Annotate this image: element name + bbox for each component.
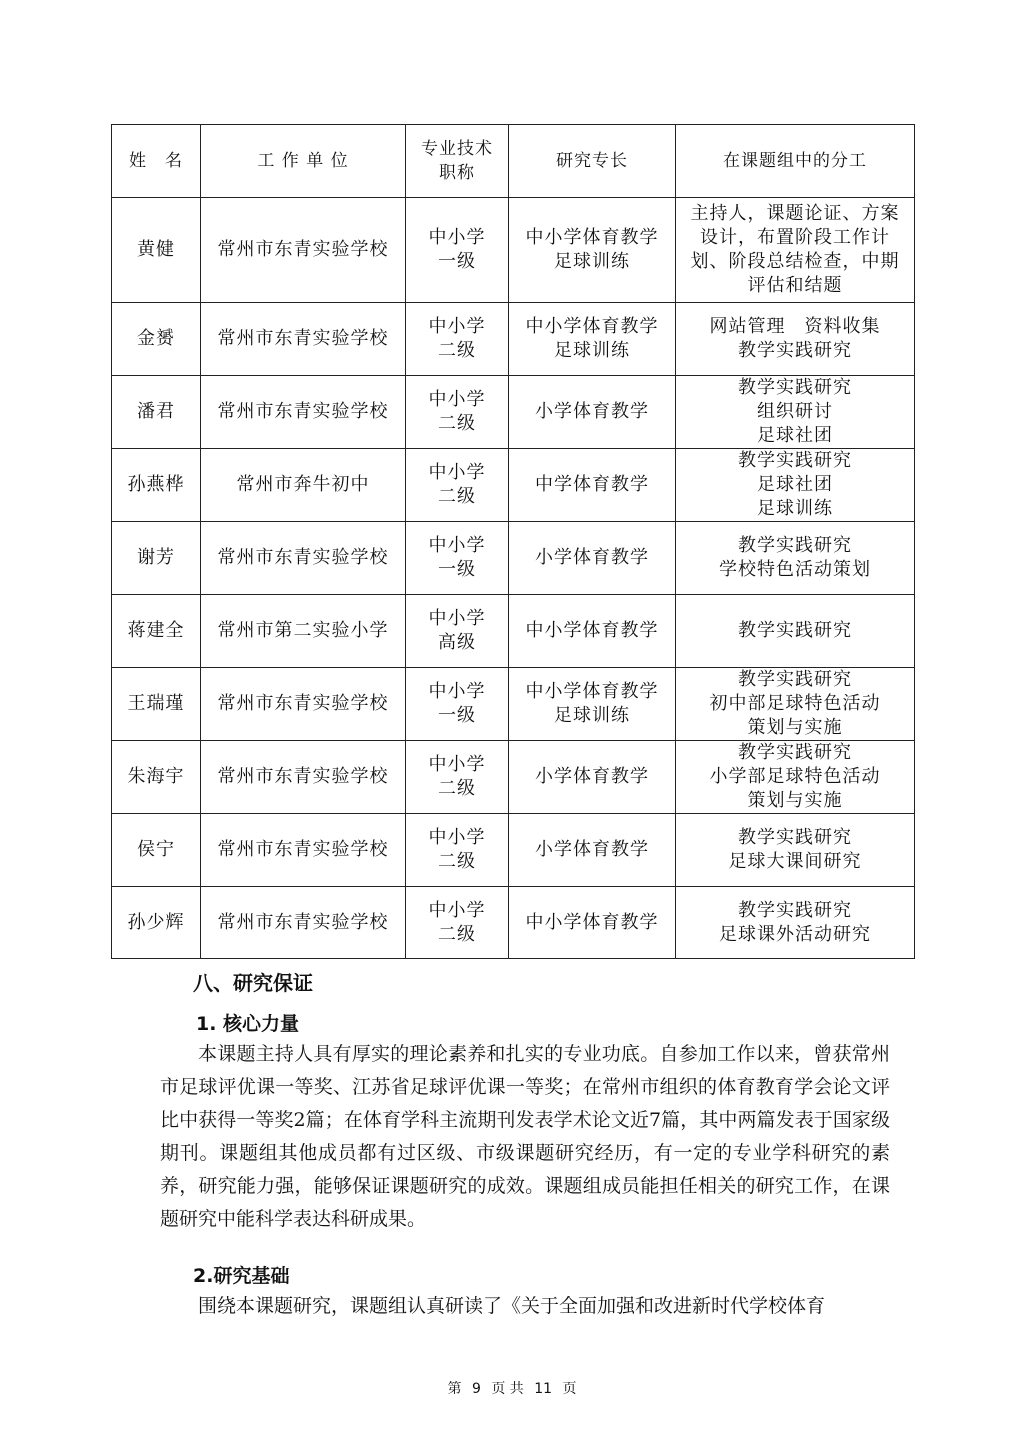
cell-name: 朱海宇 (112, 741, 201, 814)
cell-specialty (509, 595, 676, 668)
cell-specialty (509, 303, 676, 376)
table-row (112, 449, 915, 522)
cell-name: 金赟 (112, 303, 201, 376)
header-unit: 工 作 单 位 (201, 125, 406, 198)
cell-name: 潘君 (112, 376, 201, 449)
footer-suffix: 页 (562, 1381, 577, 1397)
cell-specialty-line: 小学体育教学 (535, 401, 649, 422)
cell-name: 王瑞瑾 (112, 668, 201, 741)
table-row (112, 376, 915, 449)
paragraph-core-strength: 本课题主持人具有厚实的理论素养和扎实的专业功底。自参加工作以来，曾获常州市足球评优课一等奖、江苏省足球评优课一等奖；在常州市组织的体育教育学会论文评比中获得一等奖2篇；在体育学科主流期刊发表学术论文近7篇，其中两篇发表于国家级期刊。课题组其他成员都有过区级、市级课题研究经历，有一定的专业学科研究的素养，研究能力强，能够保证课题研究的成效。课题组成员能担任相关的研究工作，在课题研究中能科学表达科研成果。 (160, 1043, 890, 1230)
cell-role-line: 教学实践研究 (738, 827, 852, 848)
cell-role (676, 887, 915, 959)
cell-title (406, 303, 509, 376)
cell-role-line: 划、阶段总结检查，中期 (690, 251, 900, 272)
cell-role-line: 教学实践研究 (738, 742, 852, 763)
page-footer (0, 1378, 1024, 1398)
cell-title-line: 一级 (438, 559, 476, 580)
cell-title-line: 二级 (438, 923, 476, 945)
cell-unit: 常州市东青实验学校 (201, 303, 406, 376)
cell-specialty (509, 887, 676, 959)
cell-name: 蒋建全 (112, 595, 201, 668)
cell-title (406, 595, 509, 668)
cell-role-line: 组织研讨 (757, 401, 833, 422)
cell-role-line: 网站管理 资料收集 (709, 316, 881, 337)
cell-title-line: 中小学 (428, 681, 486, 702)
footer-prefix: 第 (447, 1381, 462, 1397)
cell-unit: 常州市东青实验学校 (201, 198, 406, 303)
cell-specialty-line: 小学体育教学 (535, 547, 649, 568)
member-table (111, 124, 915, 959)
cell-unit: 常州市第二实验小学 (201, 595, 406, 668)
cell-title-line: 中小学 (428, 899, 486, 921)
cell-specialty (509, 522, 676, 595)
cell-specialty (509, 814, 676, 887)
section-heading: 八、研究保证 (193, 971, 313, 995)
cell-specialty-line: 中小学体育教学 (525, 227, 659, 248)
cell-name: 孙少辉 (112, 887, 201, 959)
cell-specialty-line: 中小学体育教学 (525, 911, 659, 933)
cell-role (676, 668, 915, 741)
cell-title (406, 741, 509, 814)
cell-role-line: 设计，布置阶段工作计 (700, 227, 890, 248)
header-name: 姓 名 (112, 125, 201, 198)
cell-role-line: 学校特色活动策划 (719, 559, 871, 580)
cell-role-line: 初中部足球特色活动 (709, 693, 881, 714)
cell-title-line: 二级 (438, 851, 476, 872)
header-specialty: 研究专长 (509, 125, 676, 198)
cell-role (676, 814, 915, 887)
cell-role-line: 教学实践研究 (738, 377, 852, 398)
table-row (112, 198, 915, 303)
cell-role-line: 足球训练 (757, 498, 833, 519)
cell-role-line: 教学实践研究 (738, 535, 852, 556)
cell-name: 孙燕桦 (112, 449, 201, 522)
cell-title-line: 中小学 (428, 608, 486, 629)
cell-title-line: 二级 (438, 413, 476, 434)
header-title (406, 125, 509, 198)
cell-title-line: 中小学 (428, 462, 486, 483)
cell-specialty-line: 中小学体育教学 (525, 620, 659, 641)
cell-specialty-line: 小学体育教学 (535, 766, 649, 787)
cell-role-line: 策划与实施 (747, 790, 843, 811)
cell-role (676, 376, 915, 449)
header-title-line: 专业技术 (421, 139, 493, 159)
table-row (112, 668, 915, 741)
cell-title (406, 198, 509, 303)
table-row (112, 303, 915, 376)
cell-role-line: 评估和结题 (747, 275, 843, 296)
cell-title-line: 二级 (438, 340, 476, 361)
cell-role-line: 教学实践研究 (738, 620, 852, 641)
cell-specialty (509, 449, 676, 522)
cell-role-line: 教学实践研究 (738, 450, 852, 471)
cell-role-line: 教学实践研究 (738, 899, 852, 921)
cell-title-line: 中小学 (428, 389, 486, 410)
cell-specialty-line: 足球训练 (554, 705, 630, 726)
cell-title-line: 一级 (438, 705, 476, 726)
footer-mid: 页 共 (491, 1381, 524, 1397)
cell-name: 侯宁 (112, 814, 201, 887)
cell-title (406, 449, 509, 522)
cell-role (676, 303, 915, 376)
cell-role-line: 足球社团 (757, 474, 833, 495)
cell-title-line: 中小学 (428, 316, 486, 337)
table-row (112, 522, 915, 595)
cell-specialty-line: 小学体育教学 (535, 839, 649, 860)
cell-role-line: 足球社团 (757, 425, 833, 446)
cell-specialty-line: 足球训练 (554, 251, 630, 272)
table-row (112, 887, 915, 959)
cell-role-line: 小学部足球特色活动 (709, 766, 881, 787)
cell-unit: 常州市东青实验学校 (201, 376, 406, 449)
cell-specialty (509, 741, 676, 814)
table-row (112, 595, 915, 668)
table-row (112, 814, 915, 887)
cell-specialty-line: 中小学体育教学 (525, 681, 659, 702)
cell-role-line: 足球课外活动研究 (719, 923, 871, 945)
cell-role-line: 主持人，课题论证、方案 (690, 203, 900, 224)
cell-title (406, 522, 509, 595)
cell-specialty-line: 中小学体育教学 (525, 316, 659, 337)
subheading-core-strength: 1. 核心力量 (196, 1013, 300, 1035)
cell-role (676, 595, 915, 668)
cell-role-line: 策划与实施 (747, 717, 843, 738)
header-title-line: 职称 (439, 163, 475, 183)
cell-role-line: 教学实践研究 (738, 669, 852, 690)
cell-title-line: 二级 (438, 486, 476, 507)
cell-specialty (509, 198, 676, 303)
cell-unit: 常州市东青实验学校 (201, 522, 406, 595)
cell-title-line: 一级 (438, 251, 476, 272)
cell-unit: 常州市奔牛初中 (201, 449, 406, 522)
cell-specialty (509, 376, 676, 449)
table-header-row (112, 125, 915, 198)
cell-title-line: 中小学 (428, 827, 486, 848)
cell-title-line: 中小学 (428, 535, 486, 556)
paragraph-research-basis: 围绕本课题研究，课题组认真研读了《关于全面加强和改进新时代学校体育 (198, 1295, 826, 1317)
cell-role (676, 741, 915, 814)
cell-role (676, 522, 915, 595)
cell-unit: 常州市东青实验学校 (201, 668, 406, 741)
cell-role (676, 449, 915, 522)
header-role: 在课题组中的分工 (676, 125, 915, 198)
cell-name: 谢芳 (112, 522, 201, 595)
subheading-research-basis: 2.研究基础 (193, 1265, 290, 1287)
cell-title-line: 二级 (438, 778, 476, 799)
cell-specialty-line: 中学体育教学 (535, 474, 649, 495)
cell-title (406, 376, 509, 449)
cell-specialty-line: 足球训练 (554, 340, 630, 361)
cell-title (406, 814, 509, 887)
footer-total-pages: 11 (534, 1381, 553, 1397)
cell-title-line: 高级 (438, 632, 476, 653)
cell-role-line: 教学实践研究 (738, 340, 852, 361)
cell-role (676, 198, 915, 303)
cell-name: 黄健 (112, 198, 201, 303)
cell-specialty (509, 668, 676, 741)
cell-title-line: 中小学 (428, 754, 486, 775)
cell-unit: 常州市东青实验学校 (201, 741, 406, 814)
table-row (112, 741, 915, 814)
cell-title (406, 668, 509, 741)
cell-unit: 常州市东青实验学校 (201, 887, 406, 959)
cell-title-line: 中小学 (428, 227, 486, 248)
cell-title (406, 887, 509, 959)
cell-role-line: 足球大课间研究 (728, 851, 862, 872)
cell-unit: 常州市东青实验学校 (201, 814, 406, 887)
footer-page-number: 9 (471, 1381, 481, 1397)
